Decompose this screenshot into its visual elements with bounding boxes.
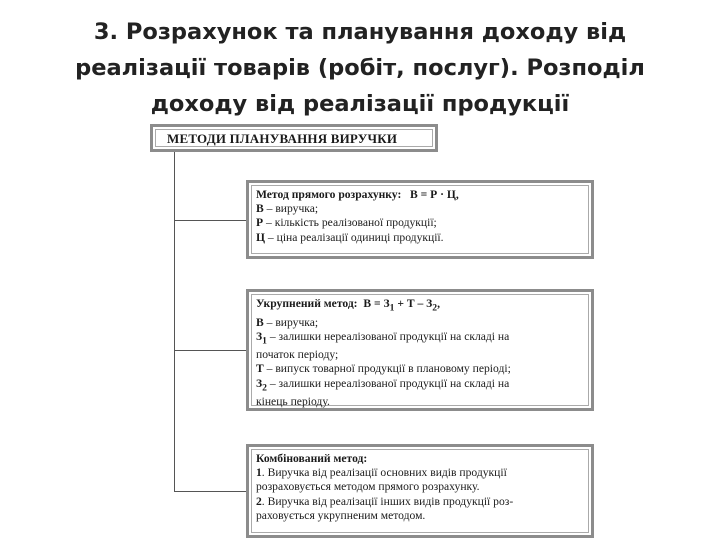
- title-line-1: 3. Розрахунок та планування доходу від: [93, 19, 627, 45]
- direct-method-formula: В = Р · Ц,: [410, 188, 459, 201]
- title-line-2: реалізації товарів (робіт, послуг). Розподіл: [75, 55, 645, 81]
- combined-method-line: розраховується методом прямого розрахунку.: [256, 480, 480, 494]
- slide-title: [40, 14, 680, 122]
- combined-method-heading: Комбінований метод:: [256, 452, 368, 465]
- connector-to-enlarged: [174, 350, 246, 351]
- enlarged-method-line: Т – випуск товарної продукції в плановому періоді;: [256, 362, 511, 376]
- direct-method-line: Р – кількість реалізованої продукції;: [256, 216, 437, 230]
- enlarged-method-formula: $В = З_1 + Т - З_2$,: [363, 297, 441, 314]
- direct-method-heading: Метод прямого розрахунку:: [256, 188, 402, 201]
- combined-method-box: [246, 444, 594, 538]
- combined-method-line: 2. Виручка від реалізації інших видів продукції роз-: [256, 494, 514, 508]
- enlarged-method-line: В – виручка;: [256, 315, 319, 329]
- methods-header-box: [150, 124, 438, 152]
- enlarged-method-line: початок періоду;: [256, 348, 339, 362]
- enlarged-method-line: $З_1$ – залишки нереалізованої продукції на складі на: [256, 329, 510, 347]
- direct-method-box: [246, 180, 594, 259]
- methods-header-text: МЕТОДИ ПЛАНУВАННЯ ВИРУЧКИ: [167, 131, 398, 146]
- combined-method-line: раховується укрупненим методом.: [256, 508, 426, 522]
- title-line-3: доходу від реалізації продукції: [150, 91, 570, 117]
- connector-to-combined: [174, 491, 246, 492]
- direct-method-line: Ц – ціна реалізації одиниці продукції.: [256, 230, 444, 244]
- connector-to-direct: [174, 220, 246, 221]
- enlarged-method-box: [246, 289, 594, 411]
- enlarged-method-line: $З_2$ – залишки нереалізованої продукції на складі на: [256, 376, 510, 393]
- connector-vertical: [174, 152, 175, 492]
- direct-method-line: В – виручка;: [256, 202, 319, 216]
- enlarged-method-line: кінець періоду.: [256, 395, 330, 409]
- enlarged-method-heading: Укрупнений метод:: [256, 297, 358, 310]
- combined-method-line: 1. Виручка від реалізації основних видів продукції: [256, 466, 507, 480]
